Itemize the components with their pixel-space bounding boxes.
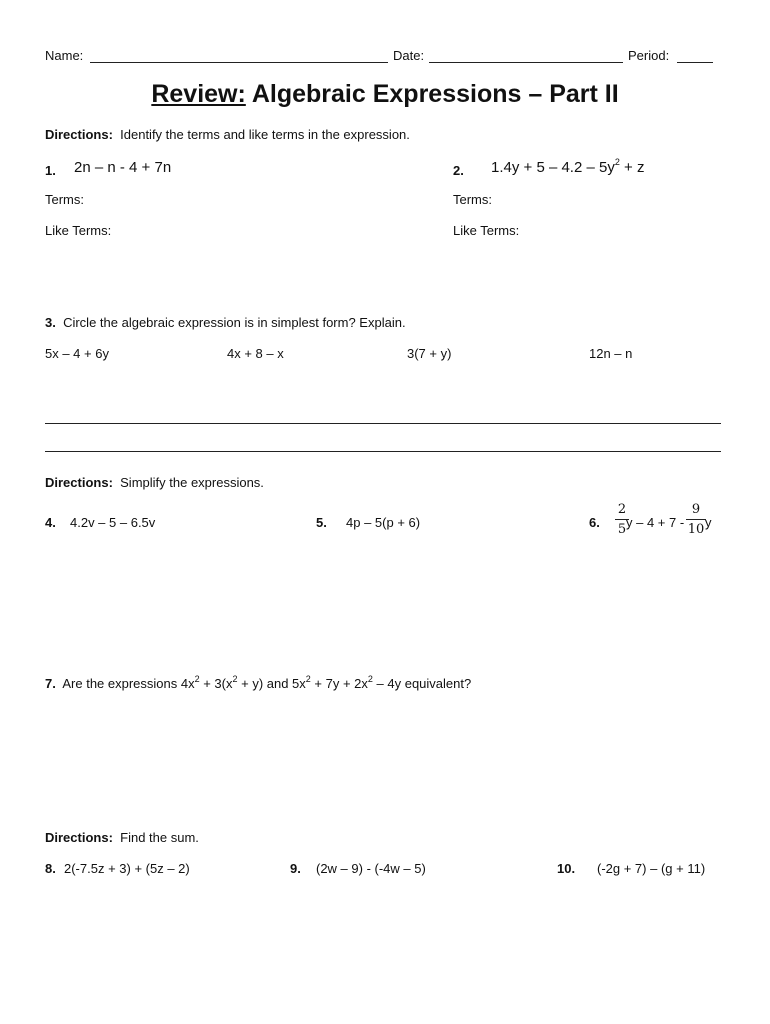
- problem-6-middle: y – 4 + 7 -: [626, 515, 685, 530]
- problem-9-number: 9.: [290, 861, 301, 876]
- name-label: Name:: [45, 48, 84, 63]
- problem-9-expression: (2w – 9) - (-4w – 5): [316, 861, 426, 876]
- problem-8-expression: 2(-7.5z + 3) + (5z – 2): [64, 861, 190, 876]
- title-rest: Algebraic Expressions – Part II: [251, 80, 619, 108]
- answer-line-1[interactable]: [45, 423, 721, 424]
- problem-5-expression: 4p – 5(p + 6): [346, 515, 421, 530]
- problem-3-option-4[interactable]: 12n – n: [589, 346, 633, 361]
- problem-1-like-terms-label: Like Terms:: [45, 223, 112, 238]
- directions-label: Directions:: [45, 127, 113, 142]
- answer-line-2[interactable]: [45, 451, 721, 452]
- problem-2-number: 2.: [453, 163, 464, 178]
- problem-6-fraction-2: 9 10: [687, 502, 705, 537]
- problem-1-number: 1.: [45, 163, 56, 178]
- directions-text: Identify the terms and like terms in the expression.: [120, 127, 410, 142]
- problem-1-expression: 2n – n - 4 + 7n: [74, 159, 172, 176]
- title-review: Review:: [151, 80, 246, 108]
- problem-3-option-1[interactable]: 5x – 4 + 6y: [45, 346, 109, 361]
- problem-6-tail: y: [705, 515, 712, 530]
- problem-3-option-2[interactable]: 4x + 8 – x: [227, 346, 284, 361]
- problem-8-number: 8.: [45, 861, 56, 876]
- directions-simplify: Directions: Simplify the expressions.: [45, 475, 264, 490]
- problem-6-number: 6.: [589, 515, 600, 530]
- page-title: [0, 80, 770, 109]
- problem-10-expression: (-2g + 7) – (g + 11): [597, 861, 706, 876]
- problem-2-terms-label: Terms:: [453, 192, 492, 207]
- problem-4-number: 4.: [45, 515, 56, 530]
- problem-7-prompt: 7. Are the expressions $4x^2 + 3(x^2 + y)$ and $5x^2 + 7y + 2x^2 - 4y$ equivalent?: [45, 674, 472, 691]
- name-blank[interactable]: [90, 62, 388, 63]
- problem-10-number: 10.: [557, 861, 576, 876]
- problem-6-fraction-1: 2 5: [615, 502, 629, 537]
- problem-3-option-3[interactable]: 3(7 + y): [407, 346, 452, 361]
- problem-1-terms-label: Terms:: [45, 192, 84, 207]
- date-label: Date:: [393, 48, 425, 63]
- period-blank[interactable]: [677, 62, 713, 63]
- directions-identify: [45, 127, 410, 142]
- problem-4-expression: 4.2v – 5 – 6.5v: [70, 515, 156, 530]
- problem-2-expression: $1.4y + 5 - 4.2 - 5y^2 + z$: [491, 157, 645, 176]
- problem-2-like-terms-label: Like Terms:: [453, 223, 520, 238]
- period-label: Period:: [628, 48, 670, 63]
- date-blank[interactable]: [429, 62, 623, 63]
- problem-5-number: 5.: [316, 515, 327, 530]
- problem-3-prompt: 3. Circle the algebraic expression is in simplest form? Explain.: [45, 315, 406, 330]
- directions-find-sum: Directions: Find the sum.: [45, 830, 199, 845]
